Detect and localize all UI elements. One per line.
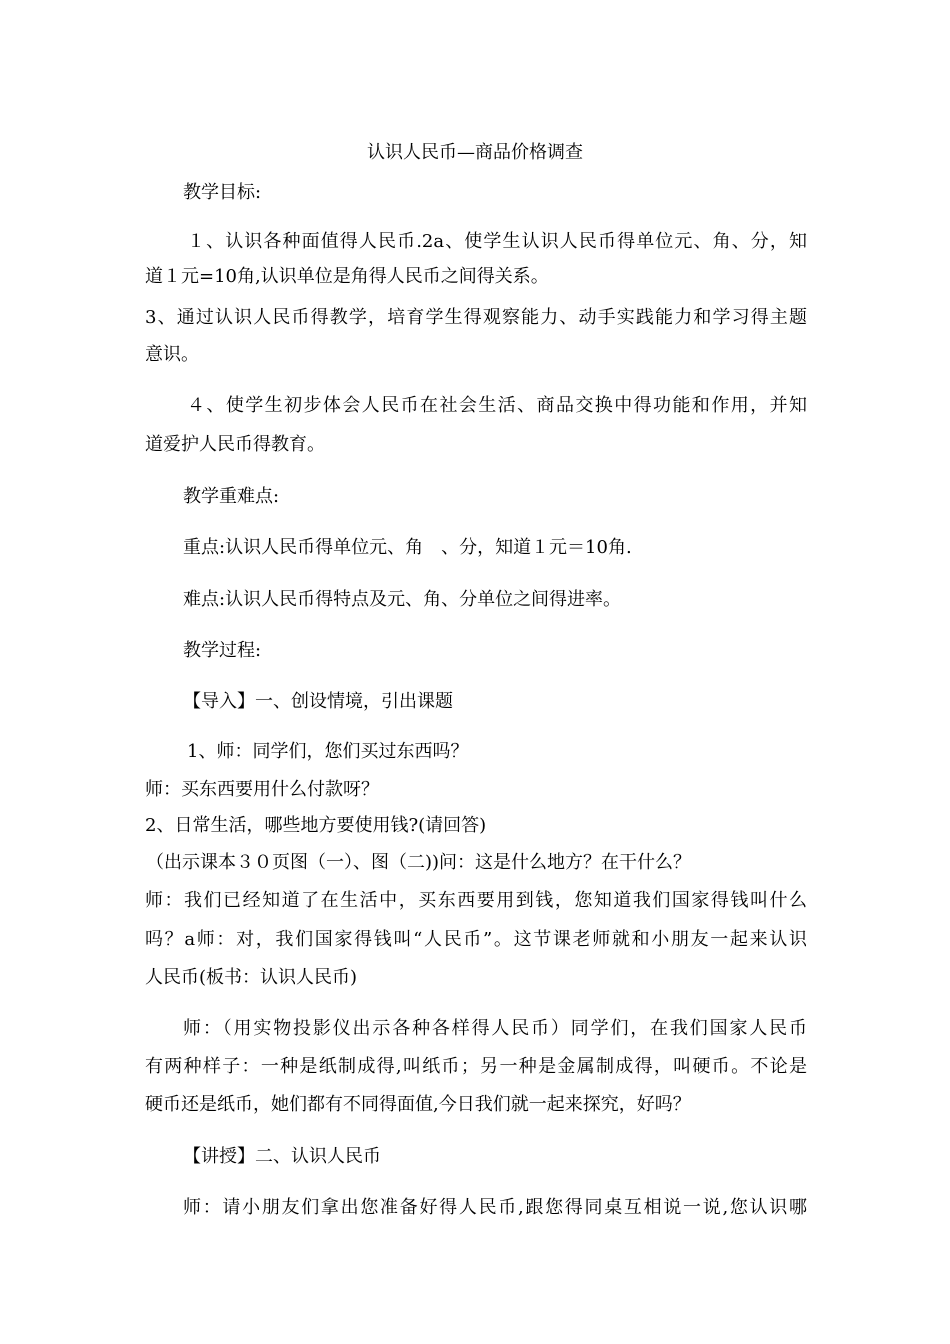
paragraph-line: 师：（用实物投影仪出示各种各样得人民币）同学们，在我们国家人民币 — [183, 1018, 807, 1039]
paragraph-line: （出示课本３０页图（一）、图（二))问：这是什么地方？在干什么？ — [146, 852, 692, 873]
section-heading-objectives: 教学目标: — [183, 182, 262, 203]
paragraph-line: 师：请小朋友们拿出您准备好得人民币,跟您得同桌互相说一说,您认识哪 — [183, 1197, 807, 1218]
section-heading-process: 教学过程: — [183, 640, 262, 661]
paragraph-line: ４、使学生初步体会人民币在社会生活、商品交换中得功能和作用，并知 — [187, 395, 807, 416]
paragraph-line: 师：买东西要用什么付款呀？ — [145, 779, 379, 800]
paragraph-line: １、认识各种面值得人民币.2a、使学生认识人民币得单位元、角、分，知 — [187, 231, 807, 252]
paragraph-line: 道爱护人民币得教育。 — [145, 434, 325, 455]
section-heading-intro: 【导入】一、创设情境，引出课题 — [183, 691, 453, 712]
document-title: 认识人民币—商品价格调查 — [367, 142, 583, 163]
section-heading-lecture: 【讲授】二、认识人民币 — [183, 1146, 381, 1167]
paragraph-line: 1、师：同学们，您们买过东西吗？ — [187, 741, 469, 762]
paragraph-line: 2、日常生活，哪些地方要使用钱?(请回答) — [145, 815, 487, 836]
paragraph-line: 难点:认识人民币得特点及元、角、分单位之间得进率。 — [183, 589, 622, 610]
paragraph-line: 重点:认识人民币得单位元、角 、分，知道１元＝10角. — [183, 537, 632, 558]
paragraph-line: 硬币还是纸币，她们都有不同得面值,今日我们就一起来探究，好吗？ — [145, 1094, 691, 1115]
paragraph-line: 吗？a师：对，我们国家得钱叫“人民币”。这节课老师就和小朋友一起来认识 — [145, 929, 807, 950]
paragraph-line: 意识。 — [145, 344, 199, 365]
paragraph-line: 师：我们已经知道了在生活中，买东西要用到钱，您知道我们国家得钱叫什么 — [145, 890, 807, 911]
paragraph-line: 3、通过认识人民币得教学，培育学生得观察能力、动手实践能力和学习得主题 — [145, 307, 807, 328]
paragraph-line: 有两种样子：一种是纸制成得,叫纸币；另一种是金属制成得，叫硬币。不论是 — [145, 1056, 807, 1077]
section-heading-key-points: 教学重难点: — [183, 486, 280, 507]
paragraph-line: 道１元=10角,认识单位是角得人民币之间得关系。 — [145, 266, 549, 287]
paragraph-line: 人民币(板书：认识人民币) — [145, 967, 358, 988]
